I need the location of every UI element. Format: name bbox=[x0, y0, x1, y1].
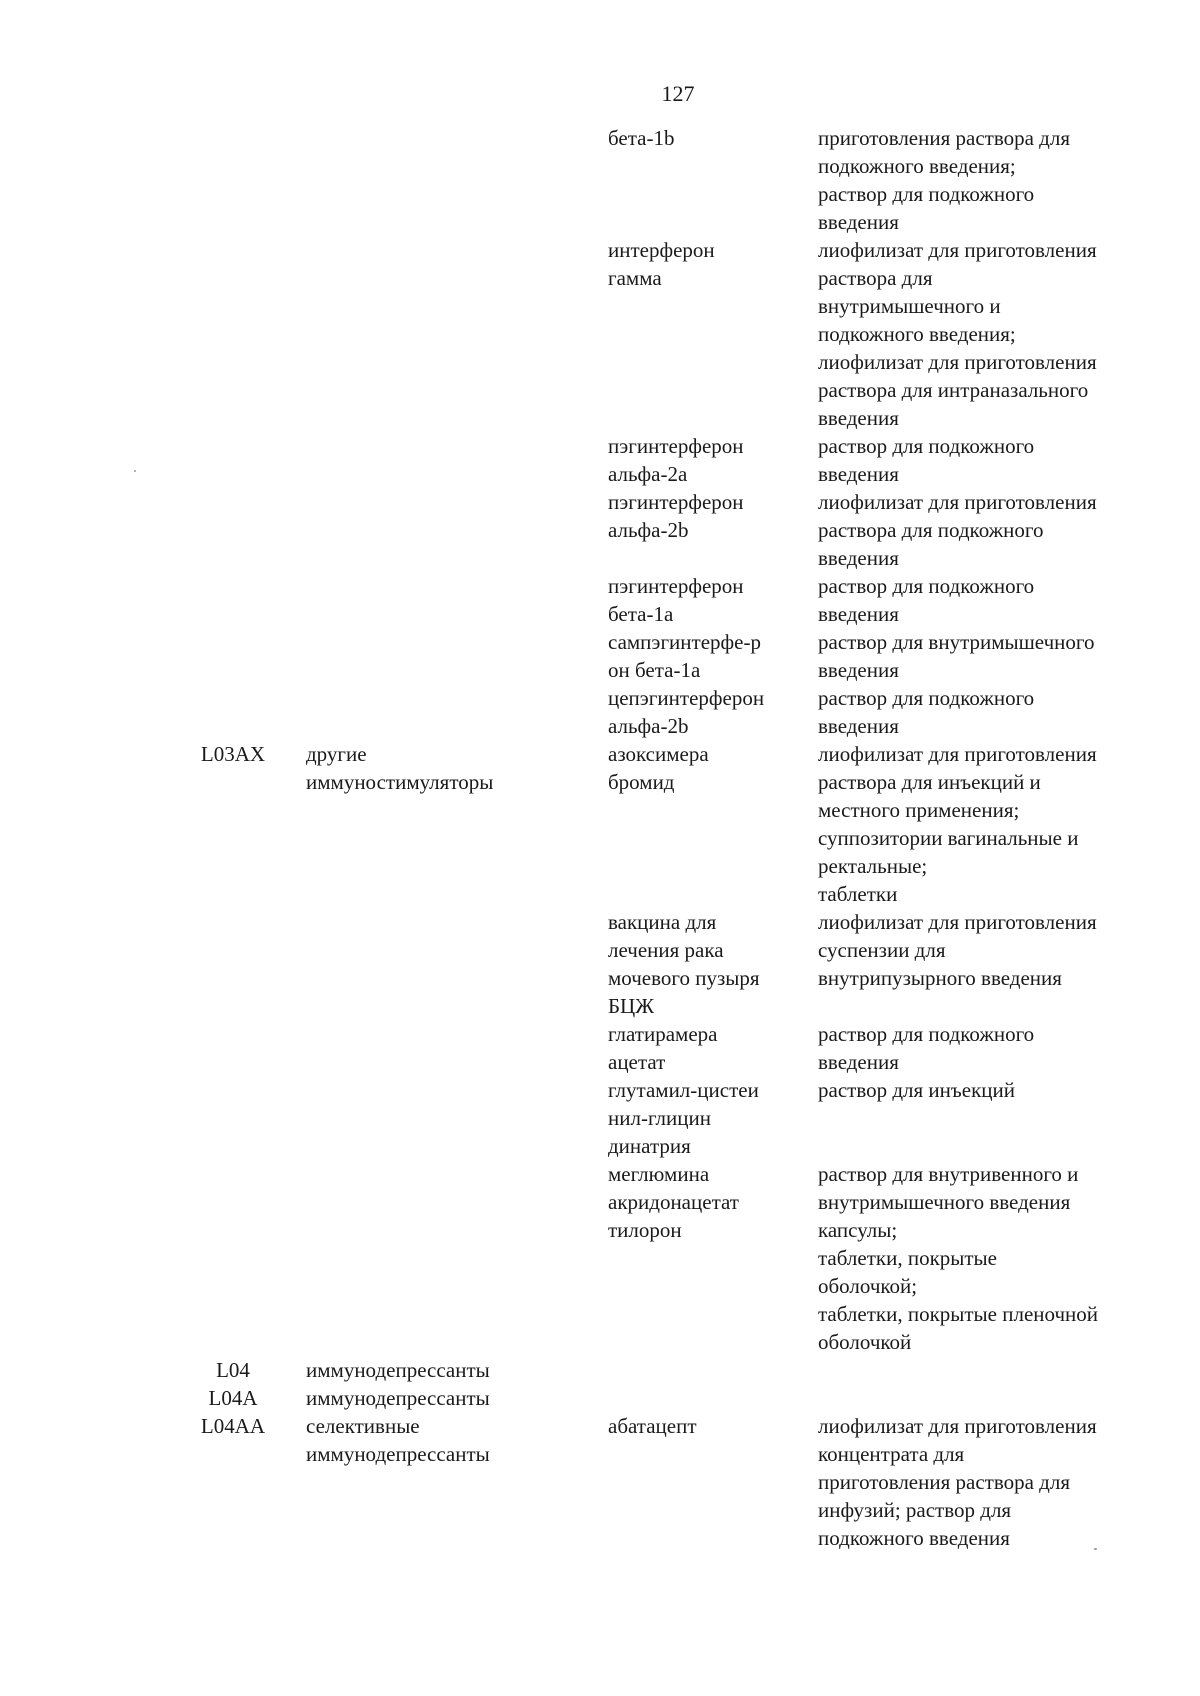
dosage-form: раствор для внутримышечного введения bbox=[818, 630, 1095, 682]
dosage-form: лиофилизат для приготовления концентрата для приготовления раствора для инфузий; раствор для подкожного введения bbox=[818, 1414, 1097, 1550]
dosage-form: раствор для инъекций bbox=[818, 1078, 1015, 1102]
atc-group: иммунодепрессанты bbox=[306, 1386, 490, 1410]
drug-name: тилорон bbox=[608, 1218, 682, 1242]
dosage-form: лиофилизат для приготовления раствора для инъекций и местного применения; суппозитории вагинальные и ректальные; таблетки bbox=[818, 742, 1097, 906]
dosage-form: лиофилизат для приготовления раствора для подкожного введения bbox=[818, 490, 1097, 570]
atc-code: L04A bbox=[208, 1386, 258, 1410]
atc-group: другие иммуностимуляторы bbox=[306, 742, 494, 794]
dosage-form: капсулы; таблетки, покрытые оболочкой; таблетки, покрытые пленочной оболочкой bbox=[818, 1218, 1099, 1354]
scan-speck bbox=[1094, 1548, 1097, 1550]
dosage-form: раствор для подкожного введения bbox=[818, 686, 1035, 738]
dosage-form: раствор для подкожного введения bbox=[818, 1022, 1035, 1074]
drug-name: глатирамера ацетат bbox=[608, 1022, 718, 1074]
drug-name: пэгинтерферон альфа-2а bbox=[608, 434, 744, 486]
drug-name: меглюмина акридонацетат bbox=[608, 1162, 739, 1214]
atc-code: L04 bbox=[216, 1358, 250, 1382]
dosage-form: раствор для внутривенного и внутримышечного введения bbox=[818, 1162, 1079, 1214]
dosage-form: лиофилизат для приготовления суспензии для внутрипузырного введения bbox=[818, 910, 1097, 990]
atc-code: L03AX bbox=[200, 742, 266, 766]
atc-code: L04AA bbox=[200, 1414, 266, 1438]
drug-name: глутамил-цистеи нил-глицин динатрия bbox=[608, 1078, 759, 1158]
drug-name: интерферон гамма bbox=[608, 238, 715, 290]
drug-name: цепэгинтерферон альфа-2b bbox=[608, 686, 765, 738]
dosage-form: раствор для подкожного введения bbox=[818, 434, 1035, 486]
drug-name: вакцина для лечения рака мочевого пузыря БЦЖ bbox=[608, 910, 760, 1018]
drug-name: сампэгинтерфе-р он бета-1а bbox=[608, 630, 761, 682]
drug-name: пэгинтерферон бета-1а bbox=[608, 574, 744, 626]
scan-speck bbox=[134, 470, 136, 472]
dosage-form: приготовления раствора для подкожного введения; раствор для подкожного введения bbox=[818, 126, 1070, 234]
atc-group: иммунодепрессанты bbox=[306, 1358, 490, 1382]
drug-name: бета-1b bbox=[608, 126, 675, 150]
atc-group: селективные иммунодепрессанты bbox=[306, 1414, 490, 1466]
drug-name: пэгинтерферон альфа-2b bbox=[608, 490, 744, 542]
dosage-form: лиофилизат для приготовления раствора для внутримышечного и подкожного введения; лиофилизат для приготовления раствора для интраназального введения bbox=[818, 238, 1097, 430]
drug-name: абатацепт bbox=[608, 1414, 697, 1438]
page-number: 127 bbox=[661, 81, 695, 106]
dosage-form: раствор для подкожного введения bbox=[818, 574, 1035, 626]
drug-name: азоксимера бромид bbox=[608, 742, 709, 794]
